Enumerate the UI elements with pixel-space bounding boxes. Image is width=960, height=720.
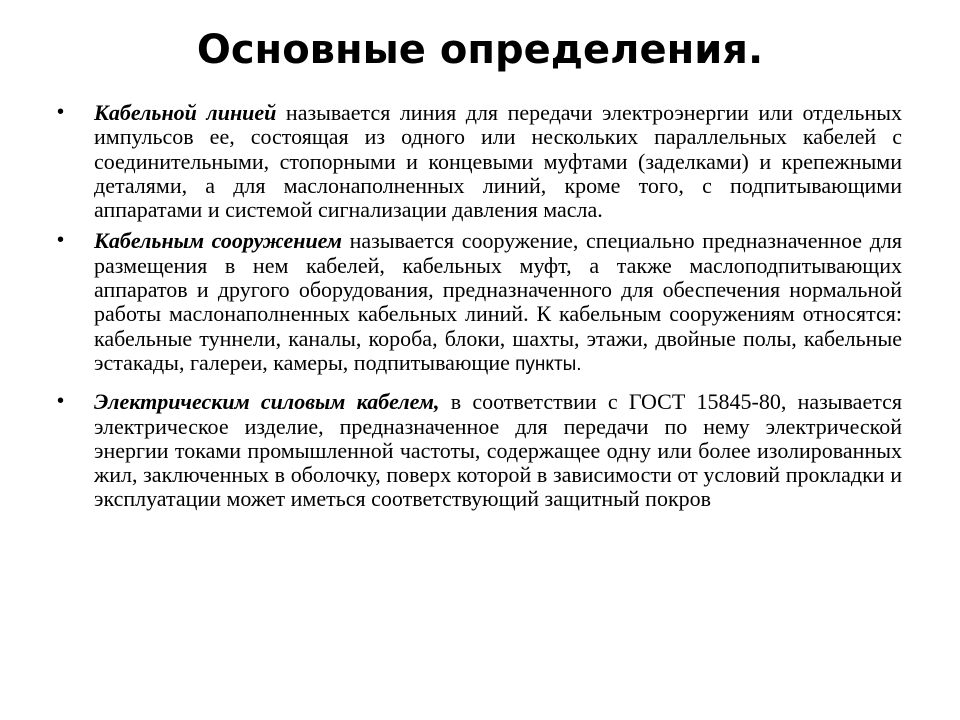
term-cable-line: Кабельной линией <box>94 100 277 125</box>
bullet-marker: • <box>57 229 65 252</box>
term-power-cable: Электрическим силовым кабелем, <box>94 389 440 415</box>
term-cable-structure: Кабельным сооружением <box>94 228 342 254</box>
definition-tail: пункты. <box>509 353 582 375</box>
definition-text: в соответствии с ГОСТ 15845-80, называется электрическое изделие, предназначенное для передачи по нему электрической энергии токами промышленной частоты, содержащее одну или более изолированных жил, заключенных в оболочку, поверх которой в зависимости от условий прокладки и эксплуатации может иметься соответствующий защитный покров <box>94 389 902 512</box>
bullet-marker: • <box>57 101 65 123</box>
definition-text: называется сооружение, специально предназначенное для размещения в нем кабелей, кабельных муфт, а также маслоподпитывающих аппаратов и другого оборудования, предназначенного для обеспечения нормальной работы маслонаполненных кабельных линий. К кабельным сооружениям относятся: кабельные туннели, каналы, короба, блоки, шахты, этажи, двойные полы, кабельные эстакады, галереи, камеры, подпитывающие <box>94 228 902 375</box>
bullet-marker: • <box>57 390 65 413</box>
definition-power-cable <box>57 389 902 512</box>
definition-text: называется линия для передачи электроэнергии или отдельных импульсов ее, состоящая из одного или нескольких параллельных кабелей с соединительными, стопорными и концевыми муфтами (заделками) и крепежными деталями, а для маслонаполненных линий, кроме того, с подпитывающими аппаратами и системой сигнализации давления масла. <box>94 100 903 223</box>
slide-title: Основные определения. <box>196 27 764 73</box>
definitions-list <box>57 100 903 512</box>
definition-cable-structure <box>57 228 902 377</box>
definition-cable-line <box>57 100 903 223</box>
